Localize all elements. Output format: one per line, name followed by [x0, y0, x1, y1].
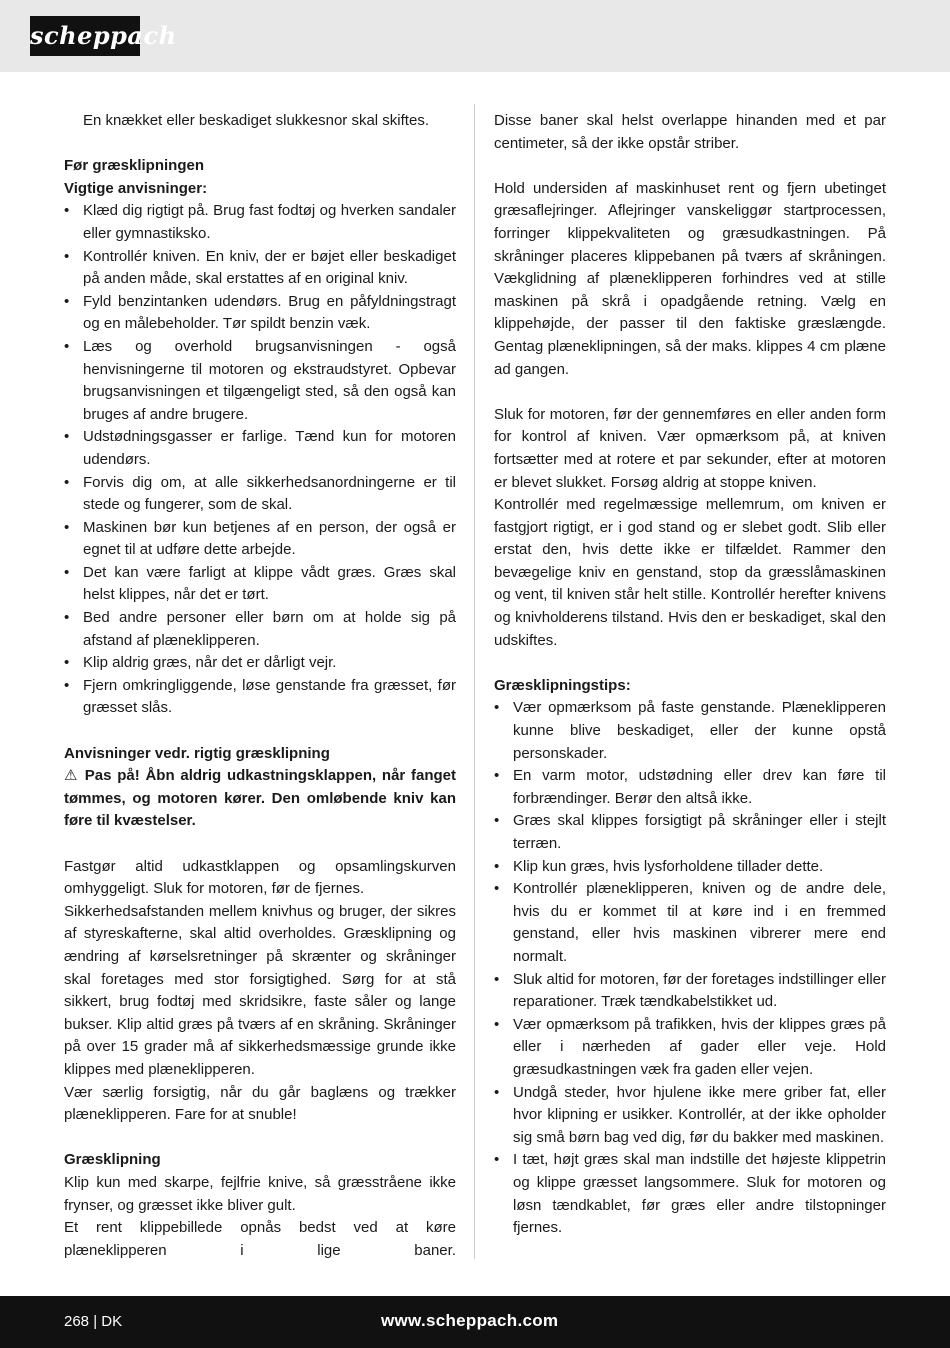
intro-line: En knækket eller beskadiget slukkesnor skal skiftes.	[83, 112, 429, 129]
list-item: • Vær opmærksom på faste genstande. Plæneklipperen kunne blive beskadiget, eller der kunne opstå personskader.	[494, 699, 886, 762]
list-item: • Forvis dig om, at alle sikkerhedsanordningerne er til stede og fungerer, som de skal.	[64, 473, 456, 514]
paragraph: Sluk for motoren, før der gennemføres en eller anden form for kontrol af kniven. Vær opmærksom på, at kniven fortsætter med at rotere et par sekunder, efter at motoren er blevet slukket. Forsøg aldrig at stoppe kniven.	[494, 405, 886, 491]
list-item: • Klip aldrig græs, når det er dårligt vejr.	[64, 652, 456, 675]
right-column	[494, 110, 886, 1240]
bullet-icon: •	[64, 654, 70, 672]
paragraph: Sikkerhedsafstanden mellem knivhus og bruger, der sikres af styreskafterne, skal altid overholdes. Græsklipning og ændring af kørselsretninger på skrænter og skråninger skal foretages med stor forsigtighed. Sørg for at stå sikkert, brug fodtøj med skridsikre, faste såler og lange bukser. Klip altid græs på tværs af en skråning. Skråninger på over 15 grader må af sikkerhedsmæssige grunde ikke klippes med plæneklipperen.	[64, 902, 456, 1078]
list-item: • Udstødningsgasser er farlige. Tænd kun for motoren udendørs.	[64, 428, 456, 468]
bullet-icon: •	[64, 292, 70, 310]
bullet-icon: •	[64, 473, 70, 491]
paragraph: Et rent klippebillede opnås bedst ved at køre plæneklipperen i lige baner.	[64, 1219, 456, 1259]
scheppach-logo: scheppach	[30, 16, 140, 56]
mowing-tips-heading: Græsklipningstips:	[494, 676, 631, 694]
paragraph: Kontrollér med regelmæssige mellemrum, om kniven er fastgjort rigtigt, er i god stand og er slebet godt. Slib eller erstat den, hvis dette ikke er tilfældet. Rammer den bevægelige kniv en genstand, stop da græsslåmaskinen og vent, til kniven står helt stille. Kontrollér herefter knivens og knivholderens tilstand. Hvis den er beskadiget, skal den udskiftes.	[494, 496, 886, 649]
before-mowing-list	[64, 200, 456, 720]
correct-mowing-heading: Anvisninger vedr. rigtig græsklipning	[64, 744, 330, 762]
page-footer	[0, 1296, 950, 1348]
warning-text: ⚠ Pas på! Åbn aldrig udkastningsklappen, når fanget tømmes, og motoren kører. Den omløbende kniv kan føre til kvæstelser.	[64, 767, 456, 830]
page-header	[0, 0, 950, 72]
list-item: • Læs og overhold brugsanvisningen - også henvisningerne til motoren og ekstraudstyret. Opbevar brugsanvisningen et tilgængeligt sted, så den også kan bruges af andre brugere.	[64, 337, 456, 423]
bullet-icon: •	[64, 428, 70, 446]
before-mowing-heading: Før græsklipningen	[64, 157, 205, 175]
list-item: • Bed andre personer eller børn om at holde sig på afstand af plæneklipperen.	[64, 609, 456, 649]
paragraph: Vær særlig forsigtig, når du går baglæns og trækker plæneklipperen. Fare for at snuble!	[64, 1083, 456, 1124]
list-item: • Undgå steder, hvor hjulene ikke mere griber fat, eller hvor klipning er usikker. Kontrollér, at der ikke opholder sig små børn bag ved dig, før du bakker med maskinen.	[494, 1083, 886, 1146]
bullet-icon: •	[494, 857, 500, 875]
paragraph: Hold undersiden af maskinhuset rent og fjern ubetinget græsaflejringer. Aflejringer vanskeliggør startprocessen, forringer klippekvaliteten og græsudkastningen. På skråninger placeres klippebanen på tværs af skråningen. Vækglidning af plæneklipperen forhindres ved at stille maskinen på skrå i opadgående retning. Vælg en klippehøjde, der passer til den faktiske græslængde. Gentag plæneklipningen, så der maks. klippes 4 cm plæne ad gangen.	[494, 179, 886, 378]
list-item: • Fjern omkringliggende, løse genstande fra græsset, før græsset slås.	[64, 676, 456, 717]
list-item: • En varm motor, udstødning eller drev kan føre til forbrændinger. Berør den altså ikke.	[494, 767, 886, 807]
page-number: 268 | DK	[64, 1313, 123, 1330]
bullet-icon: •	[494, 1151, 500, 1169]
bullet-icon: •	[494, 970, 500, 988]
bullet-icon: •	[494, 699, 500, 717]
bullet-icon: •	[494, 1083, 500, 1101]
bullet-icon: •	[64, 337, 70, 355]
paragraph: Disse baner skal helst overlappe hinanden med et par centimeter, så der ikke opstår striber.	[494, 112, 886, 152]
list-item: • Græs skal klippes forsigtigt på skråninger eller i stejlt terræn.	[494, 812, 886, 852]
bullet-icon: •	[494, 1015, 500, 1033]
list-item: • Det kan være farligt at klippe vådt græs. Græs skal helst klippes, når det er tørt.	[64, 563, 456, 604]
warning-icon: ⚠	[64, 767, 80, 785]
bullet-icon: •	[494, 767, 500, 785]
website-url: www.scheppach.com	[381, 1311, 559, 1330]
bullet-icon: •	[494, 880, 500, 898]
left-column	[64, 110, 456, 1262]
important-instructions-subheading: Vigtige anvisninger:	[64, 179, 208, 197]
list-item: • I tæt, højt græs skal man indstille det højeste klippetrin og klippe græsset langsommere. Sluk for motoren og løsn tændkablet, før græs eller andre tilstopninger fjernes.	[494, 1151, 886, 1237]
list-item: • Maskinen bør kun betjenes af en person, der også er egnet til at udføre dette arbejde.	[64, 518, 456, 559]
bullet-icon: •	[64, 609, 70, 627]
paragraph: Fastgør altid udkastklappen og opsamlingskurven omhyggeligt. Sluk for motoren, før de fjernes.	[64, 857, 456, 898]
list-item: • Klip kun græs, hvis lysforholdene tillader dette.	[494, 856, 886, 879]
bullet-icon: •	[64, 518, 70, 536]
mowing-heading: Græsklipning	[64, 1151, 161, 1169]
bullet-icon: •	[64, 563, 70, 581]
list-item: • Sluk altid for motoren, før der foretages indstillinger eller reparationer. Træk tændkabelstikket ud.	[494, 970, 886, 1011]
bullet-icon: •	[64, 247, 70, 265]
list-item: • Fyld benzintanken udendørs. Brug en påfyldningstragt og en målebeholder. Tør spildt benzin væk.	[64, 292, 456, 333]
bullet-icon: •	[494, 812, 500, 830]
list-item: • Vær opmærksom på trafikken, hvis der klippes græs på eller i nærheden af gader eller veje. Hold græsudkastningen væk fra gaden eller vejen.	[494, 1015, 886, 1078]
column-divider	[474, 104, 475, 1259]
list-item: • Kontrollér plæneklipperen, kniven og de andre dele, hvis du er kommet til at køre ind i en fremmed genstand, eller hvis maskinen vibrerer mere end normalt.	[494, 880, 886, 965]
mowing-tips-list	[494, 697, 886, 1239]
bullet-icon: •	[64, 202, 70, 220]
list-item: • Kontrollér kniven. En kniv, der er bøjet eller beskadiget på anden måde, skal erstattes af en original kniv.	[64, 247, 456, 288]
paragraph: Klip kun med skarpe, fejlfrie knive, så græsstråene ikke frynser, og græsset ikke bliver gult.	[64, 1173, 456, 1214]
list-item: • Klæd dig rigtigt på. Brug fast fodtøj og hverken sandaler eller gymnastiksko.	[64, 202, 456, 242]
bullet-icon: •	[64, 676, 70, 694]
